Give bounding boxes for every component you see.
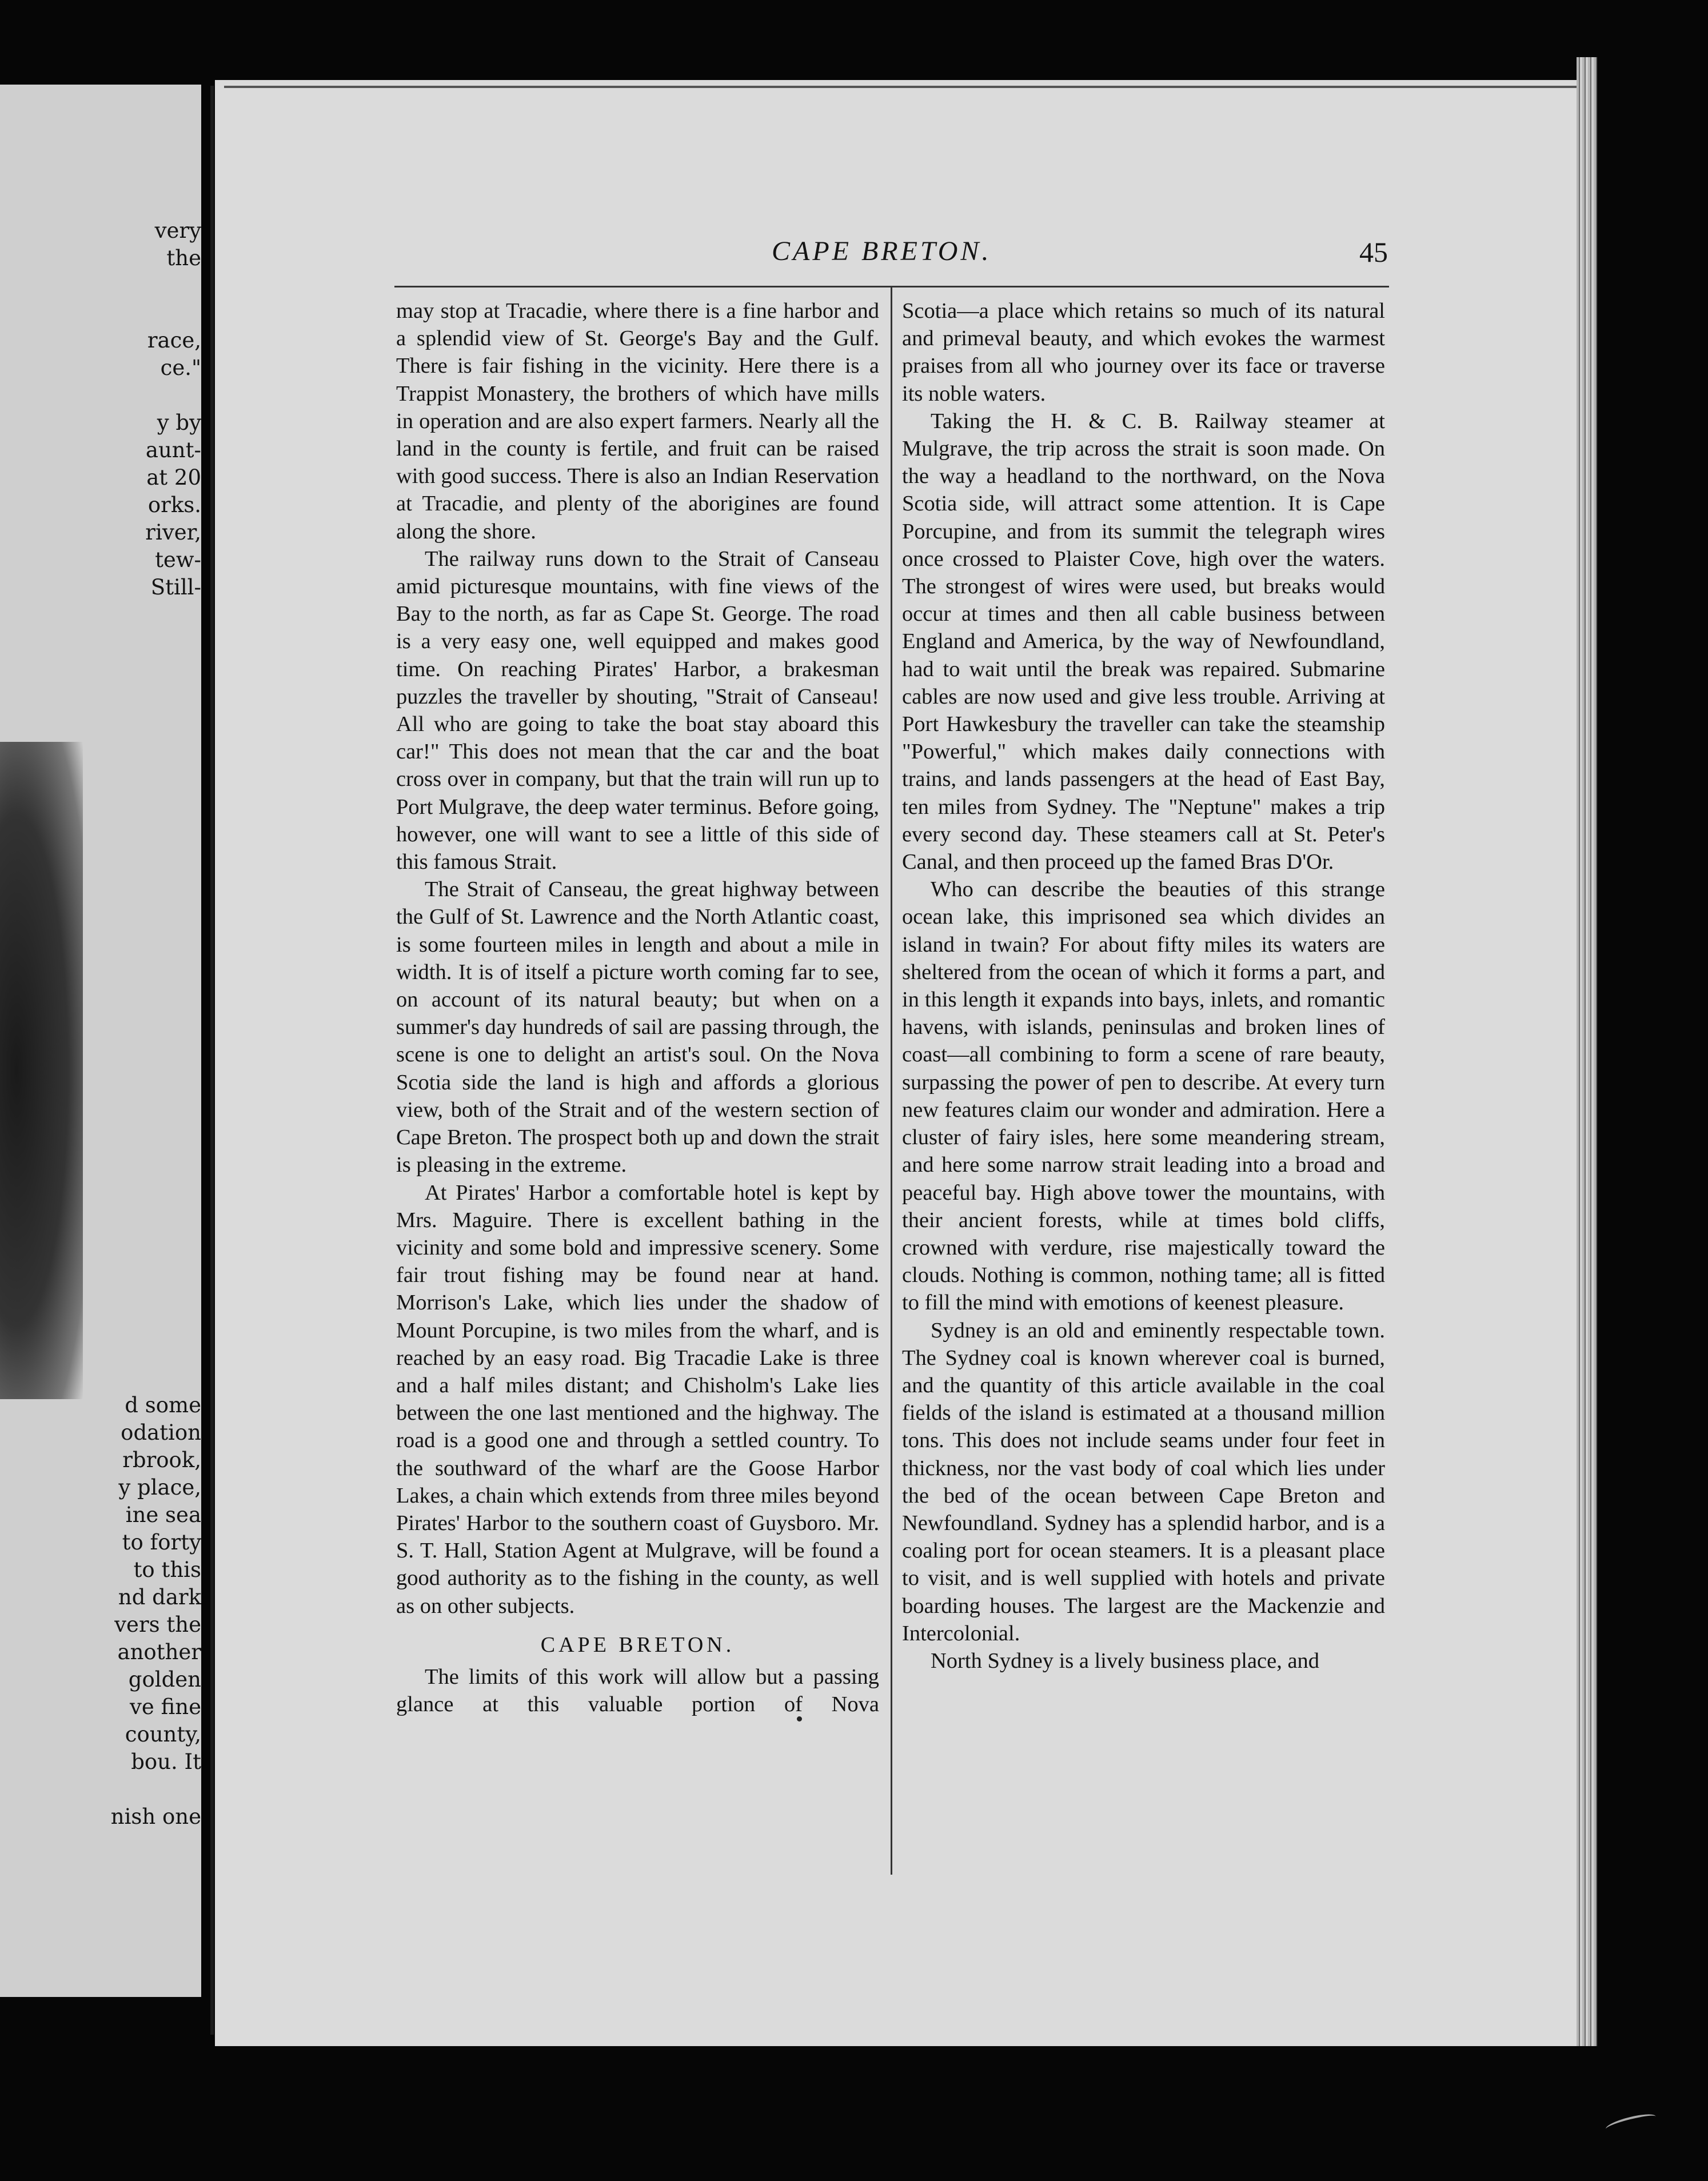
facing-page-line: golden — [128, 1667, 201, 1692]
section-heading: CAPE BRETON. — [540, 1632, 735, 1657]
facing-page-line: ve fine — [130, 1695, 201, 1719]
paragraph: The limits of this work will allow but a passing glance at this valuable portion of Nova — [396, 1664, 879, 1717]
facing-page-line: the — [166, 246, 201, 270]
page-number: 45 — [1359, 236, 1388, 268]
paragraph: The Strait of Canseau, the great highway between the Gulf of St. Lawrence and the North Atlantic coast, is some fourteen miles in length and about a mile in width. It is of itself a picture worth coming far to see, on account of its natural beauty; but when on a summer's day hundreds of sail are passing through, the scene is one to delight an artist's soul. On the Nova Scotia side the land is high and affords a glorious view, both of the Strait and of the western section of Cape Breton. The prospect both up and down the strait is pleasing in the extreme. — [396, 877, 879, 1177]
page-top-edge — [224, 86, 1577, 88]
facing-page-line: Still- — [150, 575, 201, 600]
facing-page-line: county, — [125, 1722, 201, 1747]
facing-page-line: aunt- — [145, 438, 201, 462]
facing-page-line: another — [117, 1640, 201, 1664]
facing-page-line: to forty — [122, 1530, 201, 1555]
facing-page-line: ine sea — [125, 1503, 201, 1527]
facing-page-line: bou. It — [131, 1749, 201, 1774]
facing-page-line: river, — [145, 520, 201, 545]
facing-page-line: y by — [157, 410, 201, 435]
facing-page-line: race, — [147, 328, 201, 353]
ink-dot — [797, 1716, 802, 1721]
text-column-left — [396, 297, 879, 1718]
facing-page-line: y place, — [118, 1475, 201, 1500]
facing-page-line: vers the — [114, 1612, 201, 1637]
facing-page-line: nish one — [110, 1804, 201, 1829]
paragraph: may stop at Tracadie, where there is a fine harbor and a splendid view of St. George's Bay and the Gulf. There is fair fishing in the vicinity. Here there is a Trappist Monastery, the brothers of which have mills in operation and are also expert farmers. Nearly all the land in the county is fertile, and fruit can be raised with good success. There is also an Indian Reservation at Tracadie, and plenty of the aborigines are found along the shore. — [396, 299, 879, 544]
binding-gutter — [210, 86, 214, 2035]
facing-page-line: rbrook, — [122, 1448, 201, 1472]
paragraph: Sydney is an old and eminently respectable town. The Sydney coal is known wherever coal is burned, and the quantity of this article available in the coal fields of the island is estimated at a thousand million tons. This does not include seams under four feet in thickness, nor the vast body of coal which lies under the bed of the ocean between Cape Breton and Newfoundland. Sydney has a splendid harbor, and is a coaling port for ocean steamers. It is a pleasant place to visit, and is well supplied with hotels and private boarding houses. The largest are the Mackenzie and Intercolonial. — [902, 1318, 1385, 1645]
paragraph: Taking the H. & C. B. Railway steamer at Mulgrave, the trip across the strait is soon made. On the way a headland to the northward, on the Nova Scotia side, will attract some attention. It is Cape Porcupine, and from its summit the telegraph wires once crossed to Plaister Cove, high over the waters. The strongest of wires were used, but breaks would occur at times and then all cable business between England and America, by the way of Newfoundland, had to wait until the break was repaired. Submarine cables are now used and give less trouble. Arriving at Port Hawkesbury the traveller can take the steamship "Powerful," which makes daily connections with trains, and lands passengers at the head of East Bay, ten miles from Sydney. The "Neptune" makes a trip every second day. These steamers call at St. Peter's Canal, and then proceed up the famed Bras D'Or. — [902, 409, 1385, 874]
facing-page — [0, 85, 201, 1997]
paragraph: North Sydney is a lively business place, and — [931, 1648, 1320, 1673]
running-head-title: CAPE BRETON. — [772, 236, 992, 266]
pencil-mark — [1605, 2111, 1657, 2134]
engraving-fragment — [0, 742, 83, 1399]
paragraph: Who can describe the beauties of this strange ocean lake, this imprisoned sea which divides an island in twain? For about fifty miles its waters are sheltered from the ocean of which it forms a part, and in this length it expands into bays, inlets, and romantic havens, with islands, peninsulas and broken lines of coast—all combining to form a scene of rare beauty, surpassing the power of pen to describe. At every turn new features claim our wonder and admiration. Here a cluster of fairy isles, here some meandering stream, and here some narrow strait leading into a broad and peaceful bay. High above tower the mountains, with their ancient forests, while at times bold cliffs, crowned with verdure, rise majestically toward the clouds. Nothing is common, nothing tame; all is fitted to fill the mind with emotions of keenest pleasure. — [902, 877, 1385, 1315]
paragraph: The railway runs down to the Strait of Canseau amid picturesque mountains, with fine views of the Bay to the north, as far as Cape St. George. The road is a very easy one, well equipped and makes good time. On reaching Pirates' Harbor, a brakesman puzzles the traveller by shouting, "Strait of Canseau! All who are going to take the boat stay aboard this car!" This does not mean that the car and the boat cross over in company, but that the train will run up to Port Mulgrave, the deep water terminus. Before going, however, one will want to see a little of this side of this famous Strait. — [396, 546, 879, 874]
facing-page-line: nd dark — [118, 1585, 201, 1609]
running-head — [0, 235, 1708, 275]
paragraph: Scotia—a place which retains so much of its natural and primeval beauty, and which evokes the warmest praises from all who journey over its face or traverse its noble waters. — [902, 299, 1385, 406]
text-column-right — [902, 297, 1385, 1675]
paragraph: At Pirates' Harbor a comfortable hotel is kept by Mrs. Maguire. There is excellent bathing in the vicinity and some bold and impressive scenery. Some fair trout fishing may be found near at hand. Morrison's Lake, which lies under the shadow of Mount Porcupine, is two miles from the wharf, and is reached by an easy road. Big Tracadie Lake is three and a half miles distant; and Chisholm's Lake lies between the one last mentioned and the highway. The road is a good one and through a settled country. To the southward of the wharf are the Goose Harbor Lakes, a chain which extends from three miles beyond Pirates' Harbor to the southern coast of Guysboro. Mr. S. T. Hall, Station Agent at Mulgrave, will be found a good authority as to the fishing in the county, as well as on other subjects. — [396, 1180, 879, 1618]
facing-page-line: very — [154, 218, 201, 243]
facing-page-line: tew- — [155, 548, 201, 572]
column-divider — [891, 286, 892, 1875]
facing-page-line: to this — [133, 1557, 201, 1582]
facing-page-line: ce." — [160, 355, 201, 380]
facing-page-line: odation — [121, 1420, 201, 1445]
page-edges — [1577, 57, 1597, 2046]
facing-page-line: orks. — [147, 493, 201, 517]
facing-page-line: d some — [125, 1393, 201, 1417]
facing-page-line: at 20 — [146, 465, 201, 490]
